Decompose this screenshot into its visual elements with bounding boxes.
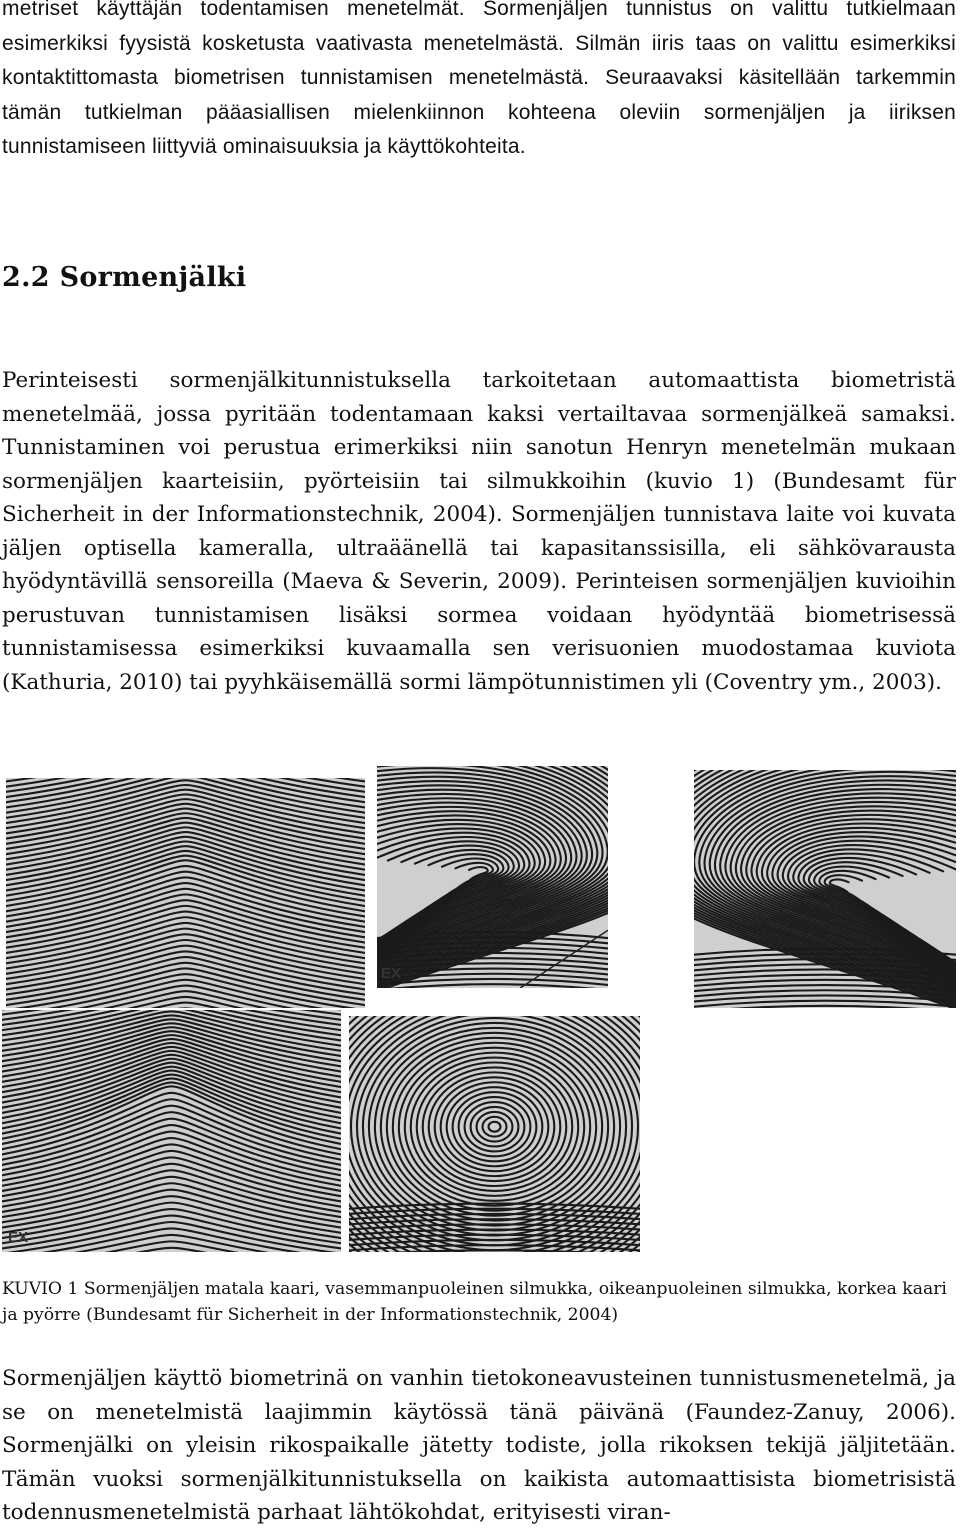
fingerprint-corner-label: EX (8, 1229, 29, 1246)
fingerprint-tented-arch-image (2, 1010, 341, 1252)
fingerprint-left-loop-image (377, 766, 608, 988)
fingerprint-whorl-image (349, 1016, 640, 1252)
figure-caption: KUVIO 1 Sormenjäljen matala kaari, vasemmanpuoleinen silmukka, oikeanpuoleinen silmukka, korkea kaari ja pyörre (Bundesamt für Sicherheit in der Informationstechnik, 2004) (2, 1279, 947, 1325)
section-heading: 2.2 Sormenjälki (2, 262, 247, 293)
intro-paragraph: metriset käyttäjän todentamisen menetelmät. Sormenjäljen tunnistus on valittu tutkielmaan esimerkiksi fyysistä kosketusta vaativasta menetelmästä. Silmän iiris taas on valittu esimerkiksi kontaktittomasta biometrisen tunnistamisen menetelmästä. Seuraavaksi käsitellään tarkemmin tämän tutkielman pääasiallisen mielenkiinnon kohteena oleviin sormenjäljen ja iiriksen tunnistamiseen liittyviä ominaisuuksia ja käyttökohteita. (2, 0, 956, 158)
fingerprint-corner-label: EX (381, 965, 402, 982)
section-paragraph: Perinteisesti sormenjälkitunnistuksella tarkoitetaan automaattista biometristä menetelmää, jossa pyritään todentamaan kaksi vertailtavaa sormenjälkeä samaksi. Tunnistaminen voi perustua erimerkiksi niin sanotun Henryn menetelmän mukaan sormenjäljen kaarteisiin, pyörteisiin tai silmukkoihin (kuvio 1) (Bundesamt für Sicherheit in der Informationstechnik, 2004). Sormenjäljen tunnistava laite voi kuvata jäljen optisella kameralla, ultraäänellä tai kapasitanssisilla, eli sähkövarausta hyödyntävillä sensoreilla (Maeva & Severin, 2009). Perinteisen sormenjäljen kuvioihin perustuvan tunnistamisen lisäksi sormea voidaan hyödyntää biometrisessä tunnistamisessa esimerkiksi kuvaamalla sen verisuonien muodostamaa kuviota (Kathuria, 2010) tai pyyhkäisemällä sormi lämpötunnistimen yli (Coventry ym., 2003). (2, 368, 956, 695)
fingerprint-plain-arch-image (6, 778, 365, 1008)
fingerprint-figure (0, 760, 960, 1252)
fingerprint-right-loop-image (694, 770, 956, 1008)
closing-paragraph: Sormenjäljen käyttö biometrinä on vanhin tietokoneavusteinen tunnistusmenetelmä, ja se on menetelmistä laajimmin käytössä tänä päivänä (Faundez-Zanuy, 2006). Sormenjälki on yleisin rikospaikalle jätetty todiste, jolla rikoksen tekijä jäljitetään. Tämän vuoksi sormenjälkitunnistuksella on kaikista automaattisista biometrisistä todennusmenetelmistä parhaat lähtökohdat, erityisesti viran- (2, 1366, 956, 1525)
